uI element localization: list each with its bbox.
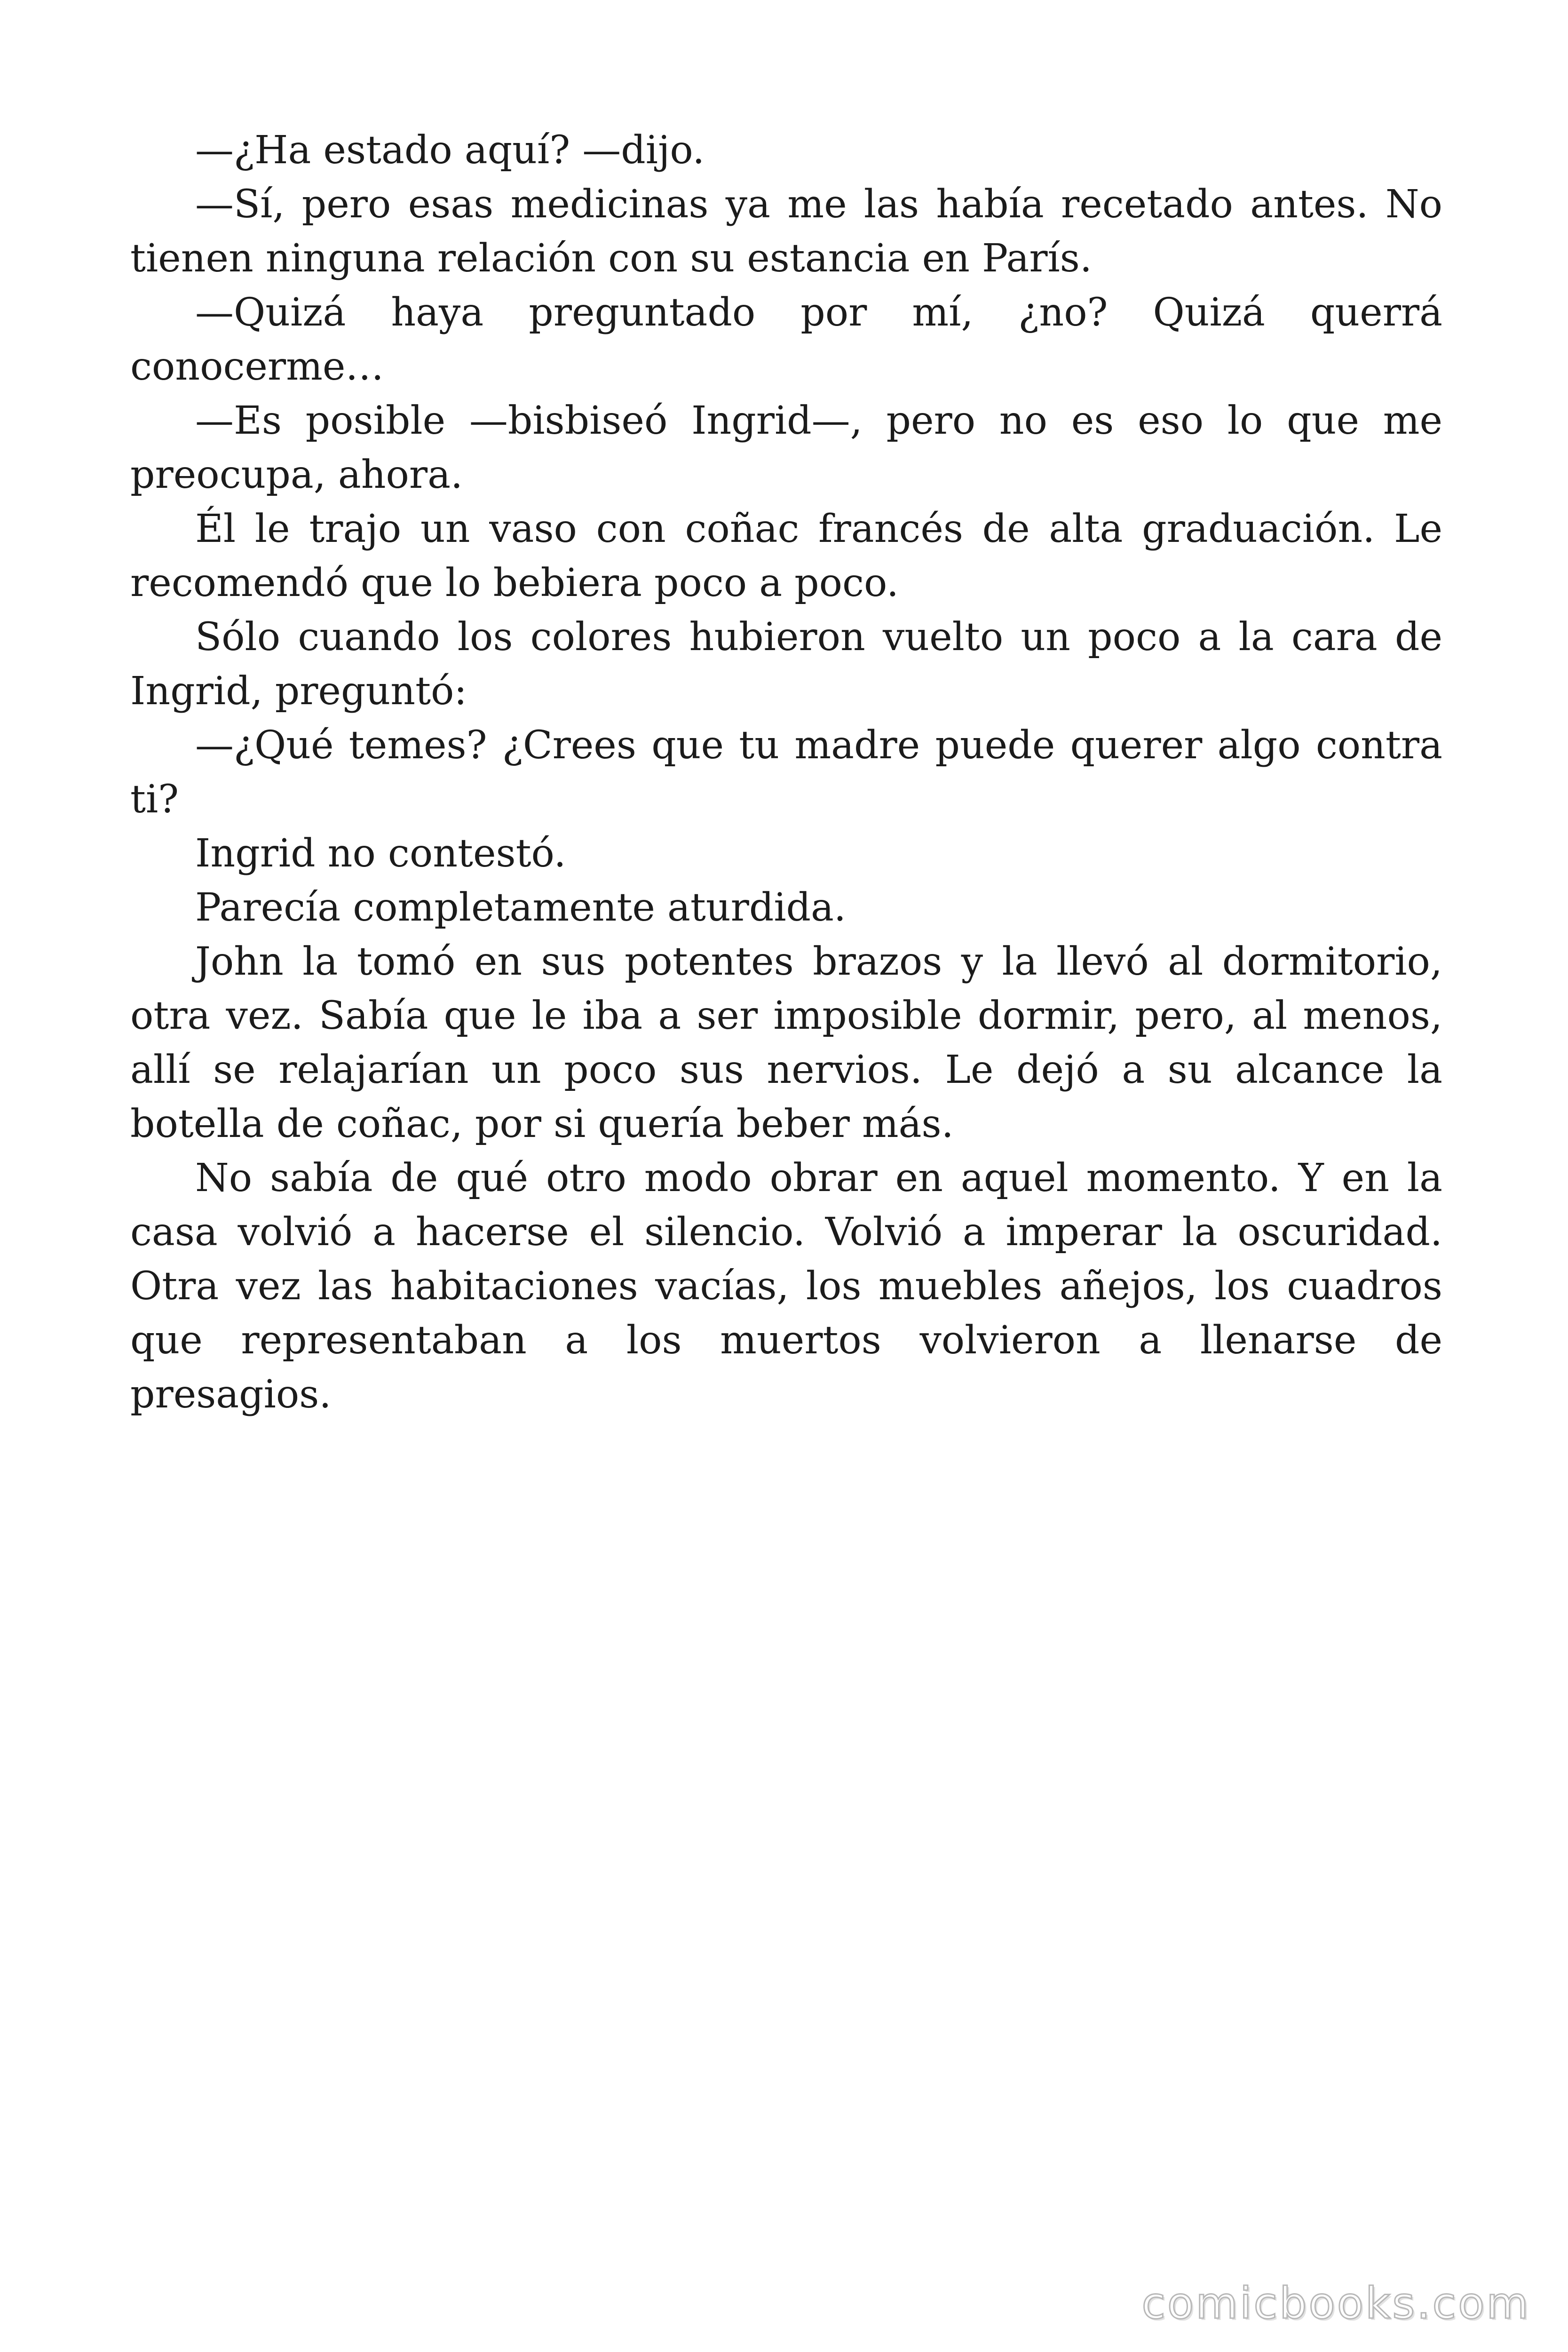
paragraph: —Sí, pero esas medicinas ya me las había recetado antes. No tienen ninguna relación con su estancia en París.	[130, 182, 1442, 281]
paragraph: John la tomó en sus potentes brazos y la llevó al dormitorio, otra vez. Sabía que le iba a ser imposible dormir, pero, al menos, allí se relajarían un poco sus nervios. Le dejó a su alcance la botella de coñac, por si quería beber más.	[130, 939, 1442, 1146]
paragraph: Ingrid no contestó.	[195, 831, 566, 876]
watermark-logo: comicbooks.com	[1141, 2278, 1530, 2328]
paragraph: —¿Qué temes? ¿Crees que tu madre puede querer algo contra ti?	[130, 723, 1442, 822]
paragraph: Él le trajo un vaso con coñac francés de alta graduación. Le recomendó que lo bebiera poco a poco.	[130, 507, 1442, 605]
paragraph: Parecía completamente aturdida.	[195, 885, 846, 930]
paragraph: —¿Ha estado aquí? —dijo.	[195, 128, 705, 173]
paragraph: —Quizá haya preguntado por mí, ¿no? Quizá querrá conocerme…	[130, 290, 1442, 389]
paragraph: —Es posible —bisbiseó Ingrid—, pero no es eso lo que me preocupa, ahora.	[130, 398, 1442, 497]
paragraph: Sólo cuando los colores hubieron vuelto un poco a la cara de Ingrid, preguntó:	[130, 615, 1442, 714]
paragraph: No sabía de qué otro modo obrar en aquel momento. Y en la casa volvió a hacerse el silencio. Volvió a imperar la oscuridad. Otra vez las habitaciones vacías, los muebles añejos, los cuadros que representaban a los muertos volvieron a llenarse de presagios.	[130, 1156, 1442, 1417]
page-text	[130, 123, 1442, 1422]
